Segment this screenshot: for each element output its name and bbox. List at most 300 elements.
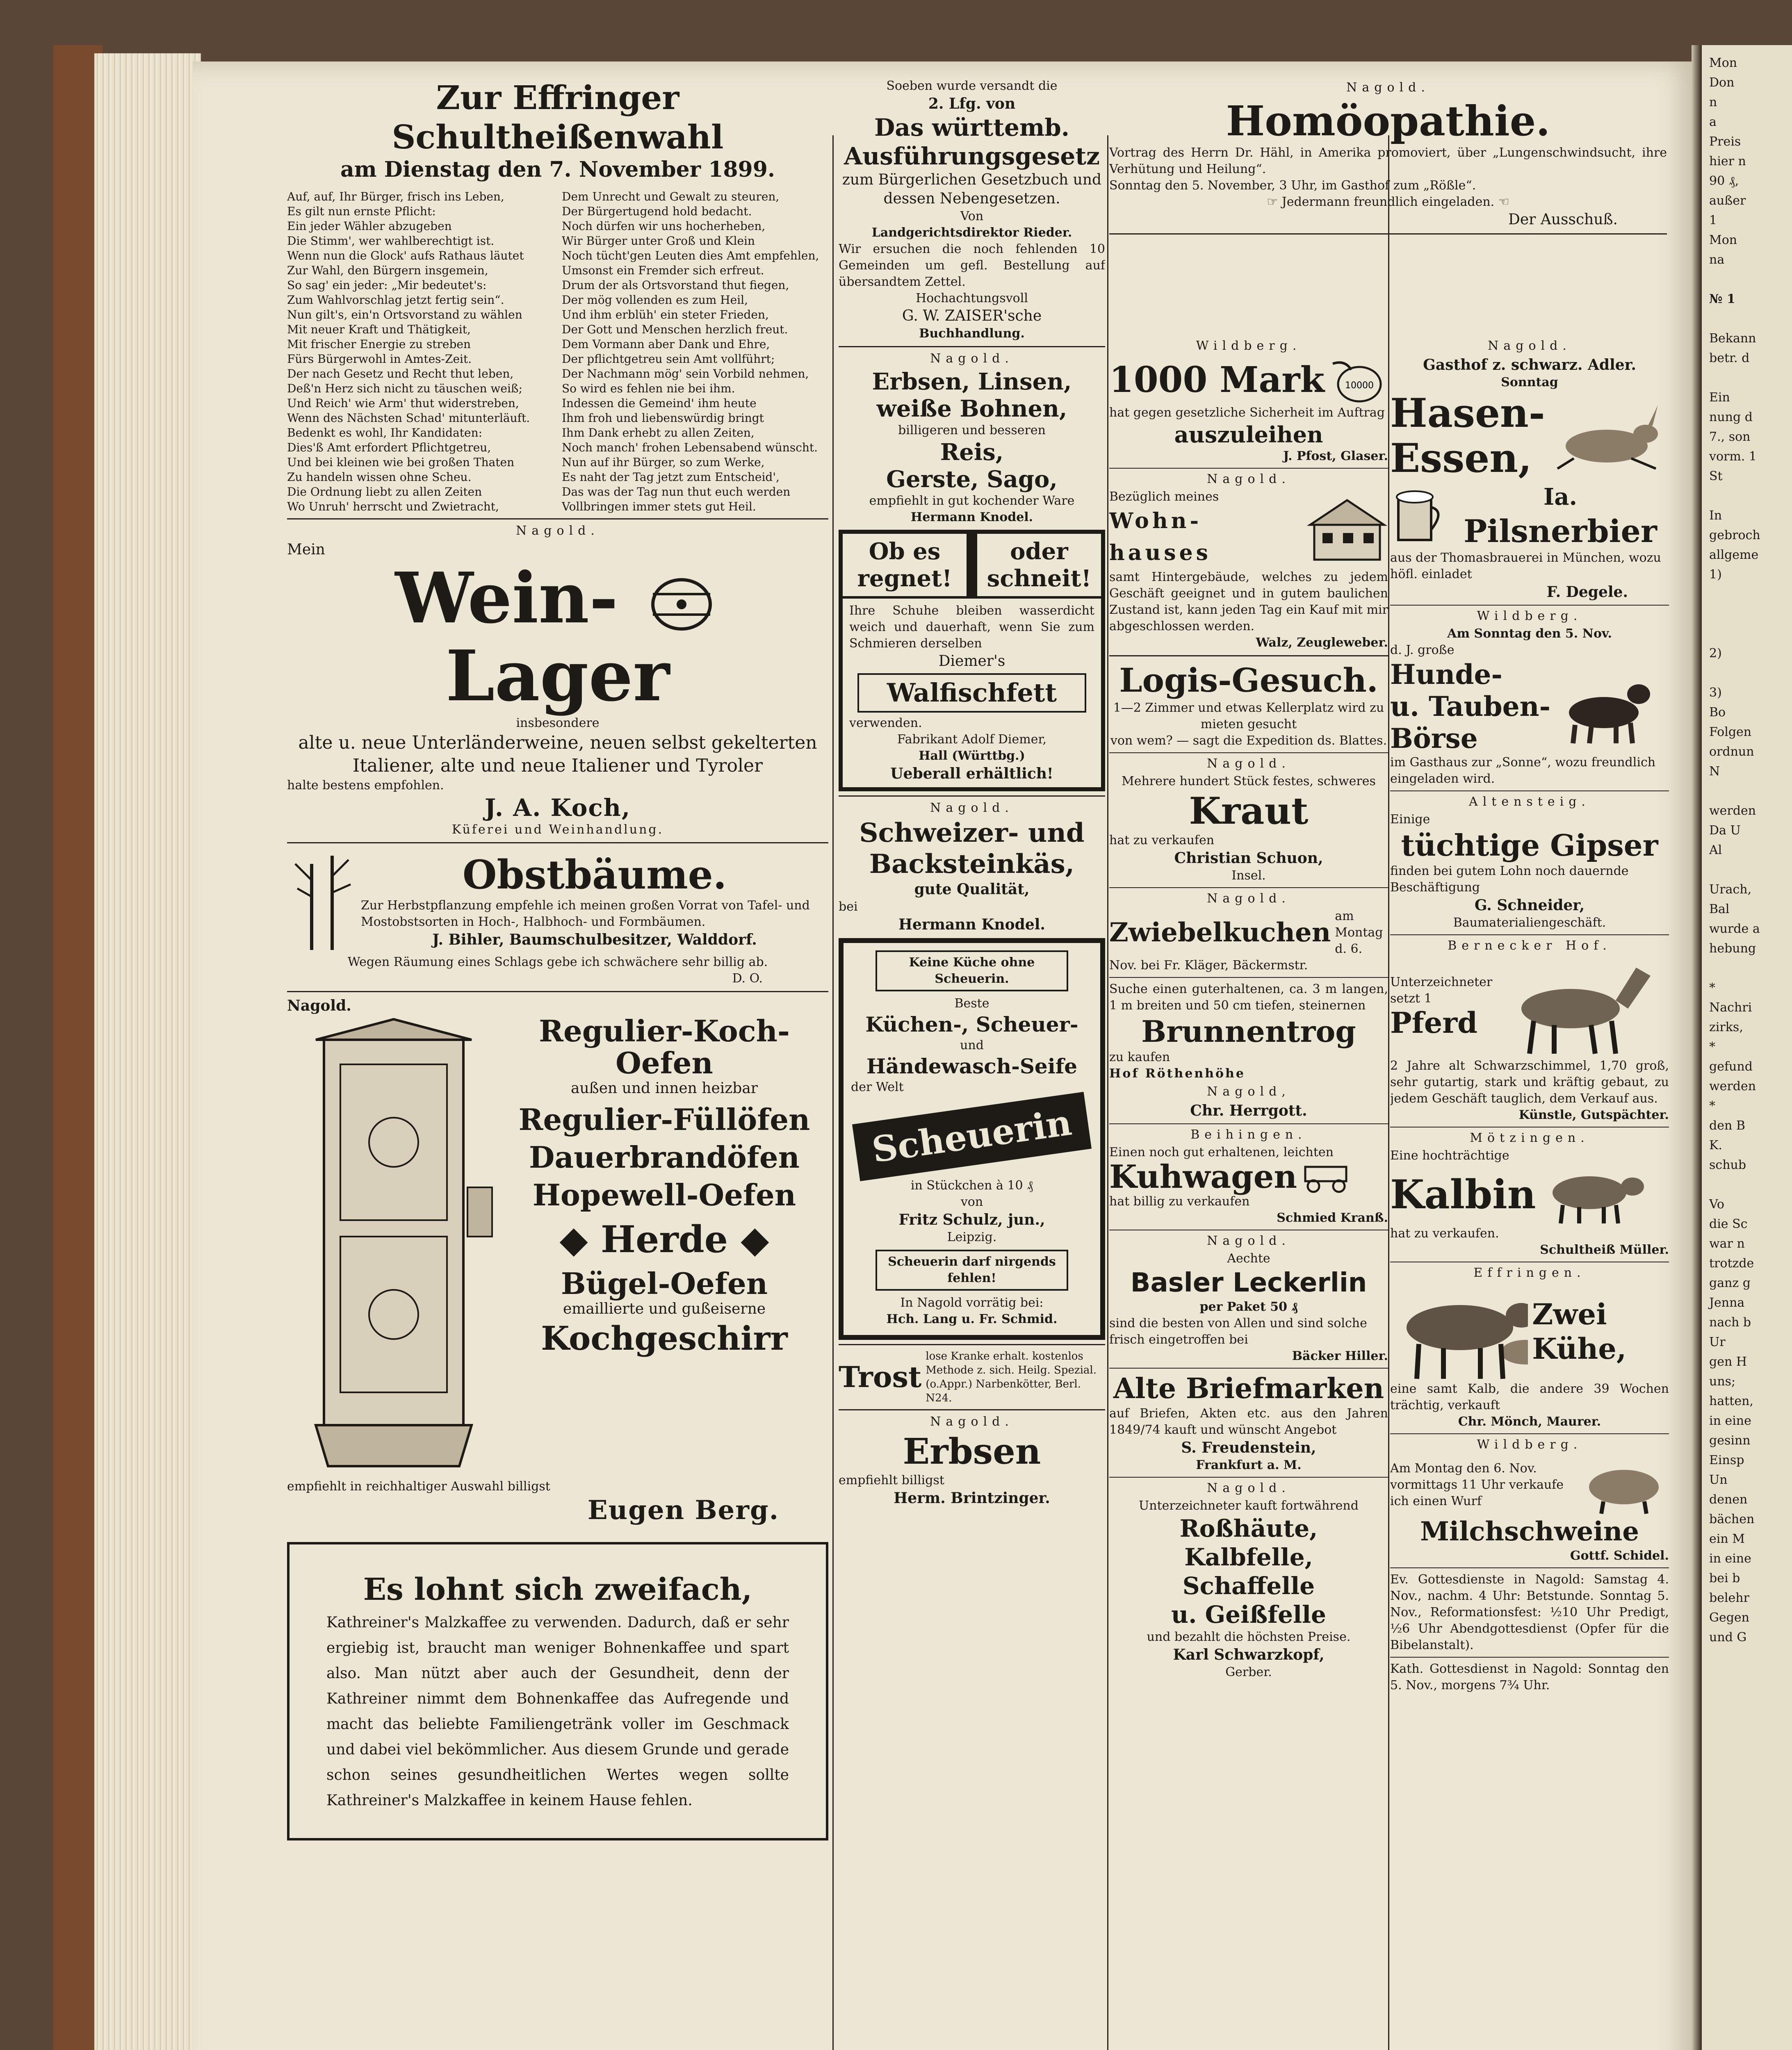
zaiser-l8: Wir ersuchen die noch fehlenden 10 Gemeinden um gefl. Bestellung auf übersandtem Zettel. bbox=[839, 242, 1105, 289]
ofen-foot: empfiehlt in reichhaltiger Auswahl billigst bbox=[287, 1479, 550, 1494]
place-name: Nagold. bbox=[516, 524, 600, 538]
zaiser-l7: Landgerichtsdirektor Rieder. bbox=[871, 226, 1072, 240]
hunde-t5: Börse bbox=[1390, 722, 1478, 754]
knodel-t1: Erbsen, Linsen, bbox=[872, 368, 1072, 395]
scheuerin-sold: In Nagold vorrätig bei: bbox=[900, 1296, 1044, 1310]
homoeo-sign: Der Ausschuß. bbox=[1508, 211, 1618, 228]
felle-t5: und bezahlt die höchsten Preise. bbox=[1147, 1630, 1351, 1644]
scheuerin-t6: in Stückchen à 10 ₰ bbox=[910, 1178, 1033, 1193]
hunde-t1: Am Sonntag den 5. Nov. bbox=[1447, 626, 1612, 641]
kaese-t2: Backsteinkäs, bbox=[869, 849, 1075, 879]
next-page-line bbox=[1709, 624, 1792, 644]
wohnhaus-t2: Wohn-hauses bbox=[1109, 508, 1211, 565]
next-page-line: gen H bbox=[1709, 1355, 1747, 1369]
poem-line: Wenn des Nächsten Schad' mitunterläuft. bbox=[287, 411, 530, 425]
next-page-line: werden bbox=[1709, 804, 1756, 818]
poem-line: Der Nachmann mög' sein Vorbild nehmen, bbox=[562, 367, 809, 380]
next-page-line: die Sc bbox=[1709, 1217, 1748, 1231]
wein-line3: halte bestens empfohlen. bbox=[287, 778, 444, 793]
adler-ad bbox=[1390, 339, 1669, 601]
wine-barrel-icon bbox=[643, 574, 720, 635]
next-page-line: 90 ₰, bbox=[1709, 174, 1739, 188]
walfischfett-ad bbox=[839, 530, 1105, 791]
zaiser-l6: Von bbox=[960, 209, 984, 223]
wein-pre: Mein bbox=[287, 541, 325, 558]
money-bag-label: 10000 bbox=[1345, 380, 1374, 391]
adler-t2: Sonntag bbox=[1501, 375, 1558, 390]
gipser-title: tüchtige Gipser bbox=[1401, 828, 1658, 863]
poem-line: So wird es fehlen nie bei ihm. bbox=[562, 382, 735, 395]
next-page-line bbox=[1709, 860, 1792, 880]
scheuerin-t3: und bbox=[960, 1038, 984, 1052]
next-page-line: betr. d bbox=[1709, 351, 1750, 365]
poem-line: Und Reich' wie Arm' thut widerstreben, bbox=[287, 396, 519, 410]
kuehe-title: Zwei Kühe, bbox=[1532, 1297, 1627, 1366]
kalbin-name: Schultheiß Müller. bbox=[1540, 1243, 1669, 1257]
gottes-ev: Ev. Gottesdienste in Nagold: Samstag 4. Nov., nachm. 4 Uhr: Betstunde. Sonntag 5. Nov., Reformationsfest: ½10 Uhr Predigt, ½6 Uhr Abendgottesdienst (Opfer für die Bibelanstalt). bbox=[1390, 1572, 1669, 1652]
kraut-t1: Mehrere hundert Stück festes, schweres bbox=[1122, 774, 1376, 788]
place-name: Bernecker Hof. bbox=[1448, 938, 1612, 953]
knodel-ad bbox=[839, 351, 1105, 526]
poem-line: Der Bürgertugend hold bedacht. bbox=[562, 205, 752, 218]
kathreiner-title: Es lohnt sich zweifach, bbox=[363, 1572, 752, 1607]
kalbin-t2: hat zu verkaufen. bbox=[1390, 1226, 1499, 1241]
walfisch-use: verwenden. bbox=[849, 716, 922, 730]
scheuerin-box2: Scheuerin darf nirgends fehlen! bbox=[875, 1250, 1068, 1291]
next-page-line bbox=[1709, 663, 1792, 683]
election-poem-ad bbox=[287, 78, 828, 514]
scheuerin-brand: Scheuerin bbox=[852, 1092, 1092, 1181]
next-page-line: Un bbox=[1709, 1473, 1728, 1487]
next-page-line: n bbox=[1709, 95, 1717, 109]
next-page-line: Da U bbox=[1709, 823, 1741, 838]
page-stack-edge bbox=[94, 53, 201, 2050]
place-name: Wildberg. bbox=[1196, 339, 1302, 353]
poem-line: Der pflichtgetreu sein Amt vollführt; bbox=[562, 352, 775, 366]
poem-line: Indessen die Gemeind' ihm heute bbox=[562, 396, 757, 410]
erbsen-ad bbox=[839, 1414, 1105, 1508]
next-page-line: gesinn bbox=[1709, 1433, 1751, 1448]
kathreiner-text: Kathreiner's Malzkaffee zu verwenden. Dadurch, daß er sehr ergiebig ist, braucht man weniger Bohnenkaffee und spart also. Man nützt aber auch der Gesundheit, denn der Kathreiner nimmt dem Bohnenkaffee das Aufregende und macht das beliebte Familiengetränk voller im Geschmack und dabei viel bekömmlicher. Aus diesem Grunde und gerade schon seines gesundheitlichen Wertes wegen sollte Kathreiner's Malzkaffee in keinem Hause fehlen. bbox=[326, 1614, 789, 1809]
brief-city: Frankfurt a. M. bbox=[1196, 1458, 1302, 1472]
kaese-bei: bei bbox=[839, 900, 858, 914]
pferd-name: Künstle, Gutspächter. bbox=[1518, 1108, 1669, 1122]
next-page-line: N bbox=[1709, 764, 1720, 779]
kuhwagen-name: Schmied Kranß. bbox=[1277, 1211, 1388, 1225]
mark-ad bbox=[1109, 339, 1388, 465]
poem-line: Zu handeln wissen ohne Scheu. bbox=[287, 470, 472, 484]
next-page-line: zirks, bbox=[1709, 1020, 1743, 1034]
adler-name: F. Degele. bbox=[1546, 583, 1628, 601]
poem-line: Das was der Tag nun thut euch werden bbox=[562, 485, 791, 499]
obst-title: Obstbäume. bbox=[462, 852, 727, 898]
place-name: Nagold. bbox=[1207, 756, 1290, 771]
next-page-line: denen bbox=[1709, 1492, 1748, 1507]
next-page-line: und G bbox=[1709, 1630, 1747, 1645]
homoeo-title: Homöopathie. bbox=[1226, 97, 1550, 145]
next-page-line: nach b bbox=[1709, 1315, 1751, 1330]
ofen-t4: Regulier-Füllöfen bbox=[518, 1102, 810, 1137]
poem-line: Der mög vollenden es zum Heil, bbox=[562, 293, 748, 307]
poem-line: Bedenkt es wohl, Ihr Kandidaten: bbox=[287, 426, 483, 440]
column-2 bbox=[839, 78, 1105, 2050]
next-page-line bbox=[1709, 1175, 1792, 1195]
next-page-line: gefund bbox=[1709, 1059, 1753, 1074]
next-page-line: Jenna bbox=[1709, 1296, 1745, 1310]
ofen-t5: Dauerbrandöfen bbox=[529, 1140, 800, 1175]
ofen-name: Eugen Berg. bbox=[587, 1495, 779, 1526]
next-page-line: hatten, bbox=[1709, 1394, 1753, 1408]
poem-line: Nun gilt's, ein'n Ortsvorstand zu wählen bbox=[287, 308, 522, 321]
election-subtitle: am Dienstag den 7. November 1899. bbox=[340, 157, 775, 182]
hunde-t6: im Gasthaus zur „Sonne“, wozu freundlich eingeladen wird. bbox=[1390, 755, 1656, 786]
poem-line: Die Ordnung liebt zu allen Zeiten bbox=[287, 485, 482, 499]
basler-title: Basler Leckerlin bbox=[1130, 1268, 1367, 1298]
kuehe-ad bbox=[1390, 1266, 1669, 1430]
place-name: Altensteig. bbox=[1469, 795, 1590, 809]
next-page-line: bächen bbox=[1709, 1512, 1755, 1526]
poem-line: Vollbringen immer stets gut Heil. bbox=[562, 500, 756, 513]
next-page-line bbox=[1709, 309, 1792, 329]
wagon-icon bbox=[1301, 1161, 1350, 1194]
election-title: Zur Effringer Schultheißenwahl bbox=[392, 78, 724, 156]
column-1 bbox=[287, 78, 828, 2050]
next-page-line: nung d bbox=[1709, 410, 1753, 424]
poem-line: Wo Unruh' herrscht und Zwietracht, bbox=[287, 500, 499, 513]
felle-t0: Unterzeichneter kauft fortwährend bbox=[1139, 1499, 1359, 1513]
place-name: Nagold. bbox=[287, 997, 351, 1014]
kuhwagen-ad bbox=[1109, 1128, 1388, 1226]
walfisch-q2: oder schneit! bbox=[987, 538, 1092, 592]
next-page-line: Don bbox=[1709, 75, 1735, 90]
money-bag-icon bbox=[1329, 355, 1382, 405]
poem-line: Zur Wahl, den Bürgern insgemein, bbox=[287, 264, 488, 277]
wein-name: J. A. Koch, bbox=[484, 794, 631, 822]
kraut-name: Christian Schuon, bbox=[1174, 850, 1323, 867]
walfisch-q1: Ob es regnet! bbox=[843, 534, 977, 596]
kuehe-t1: eine samt Kalb, die andere 39 Wochen trächtig, verkauft bbox=[1390, 1382, 1669, 1412]
column-rule bbox=[1107, 135, 1108, 2050]
erbsen-text: empfiehlt billigst bbox=[839, 1473, 944, 1487]
column-rule bbox=[832, 135, 834, 2050]
schweine-name: Gottf. Schidel. bbox=[1570, 1549, 1669, 1563]
place-name: Wildberg. bbox=[1477, 1437, 1582, 1452]
scheuerin-t7: von bbox=[960, 1195, 983, 1209]
horse-icon bbox=[1493, 955, 1657, 1058]
walfisch-brand-pre: Diemer's bbox=[938, 653, 1005, 670]
felle-ad bbox=[1109, 1481, 1388, 1681]
wohnhaus-t1: Bezüglich meines bbox=[1109, 490, 1219, 504]
walfisch-city: Hall (Württbg.) bbox=[919, 749, 1025, 763]
schweine-title: Milchschweine bbox=[1420, 1516, 1639, 1547]
obst-initials: D. O. bbox=[732, 971, 763, 986]
poem-line: Die Stimm', wer wahlberechtigt ist. bbox=[287, 234, 495, 248]
brief-title: Alte Briefmarken bbox=[1113, 1372, 1384, 1405]
obstbaeume-ad bbox=[287, 847, 828, 987]
ofen-t8: Bügel-Oefen bbox=[561, 1266, 768, 1301]
next-page-line: Folgen bbox=[1709, 725, 1752, 739]
kraut-ad bbox=[1109, 756, 1388, 884]
wohnhaus-ad bbox=[1109, 472, 1388, 651]
next-page-line: Nachri bbox=[1709, 1000, 1752, 1015]
next-page-line: 2) bbox=[1709, 646, 1722, 661]
poem-line: Ihm Dank erhebt zu allen Zeiten, bbox=[562, 426, 755, 440]
poem-line: Wenn nun die Glock' aufs Rathaus läutet bbox=[287, 249, 524, 262]
next-page-line: 1 bbox=[1709, 213, 1717, 228]
next-page-line: K. bbox=[1709, 1138, 1722, 1153]
next-page-line: 3) bbox=[1709, 686, 1722, 700]
hundeboerse-ad bbox=[1390, 609, 1669, 787]
wein-title-a: Wein- bbox=[395, 557, 618, 639]
next-page-line: St bbox=[1709, 469, 1723, 483]
kaese-name: Hermann Knodel. bbox=[898, 916, 1045, 933]
wein-insbesondere: insbesondere bbox=[516, 716, 600, 730]
poem-line: Wir Bürger unter Groß und Klein bbox=[562, 234, 755, 248]
poem-line: Dem Unrecht und Gewalt zu steuren, bbox=[562, 190, 780, 203]
place-name: Nagold. bbox=[1488, 339, 1571, 353]
logis-title: Logis-Gesuch. bbox=[1119, 661, 1378, 699]
next-page-line: ein M bbox=[1709, 1532, 1745, 1546]
place-name: Nagold. bbox=[1207, 1481, 1290, 1495]
next-page-line: Mon bbox=[1709, 233, 1737, 247]
knodel-t5: Gerste, Sago, bbox=[886, 466, 1058, 493]
pig-icon bbox=[1579, 1454, 1669, 1516]
knodel-name: Hermann Knodel. bbox=[910, 510, 1033, 524]
zwiebel-title: Zwiebelkuchen bbox=[1109, 917, 1331, 948]
ofen-t9: emaillierte und gußeiserne bbox=[563, 1301, 766, 1317]
column-4 bbox=[1390, 336, 1669, 2050]
trost-ad bbox=[839, 1349, 1105, 1405]
column-3-lower bbox=[1109, 336, 1388, 2050]
scheuerin-t2: Küchen-, Scheuer- bbox=[865, 1012, 1078, 1036]
next-page-line bbox=[1709, 486, 1792, 506]
hunde-t2: d. J. große bbox=[1390, 643, 1455, 657]
gipser-t2: finden bei gutem Lohn noch dauernde Beschäftigung bbox=[1390, 864, 1629, 895]
next-page-line: ganz g bbox=[1709, 1276, 1751, 1290]
next-page-line: in eine bbox=[1709, 1414, 1751, 1428]
place-name: Nagold. bbox=[930, 1414, 1014, 1429]
next-page-line: * bbox=[1709, 1099, 1715, 1113]
next-page-line: a bbox=[1709, 115, 1717, 129]
poem-line: Und bei kleinen wie bei großen Thaten bbox=[287, 456, 515, 469]
stove-illustration-icon bbox=[287, 1015, 500, 1478]
poem-line: Auf, auf, Ihr Bürger, frisch ins Leben, bbox=[287, 190, 504, 203]
poem-left-column bbox=[287, 189, 554, 514]
next-page-line bbox=[1709, 368, 1792, 388]
next-page-line bbox=[1709, 959, 1792, 978]
next-page-fragment bbox=[1702, 45, 1792, 2050]
next-page-line: Gegen bbox=[1709, 1610, 1749, 1625]
milchschweine-ad bbox=[1390, 1437, 1669, 1564]
next-page-line: Preis bbox=[1709, 134, 1741, 149]
scheuerin-maker: Fritz Schulz, jun., bbox=[898, 1211, 1045, 1228]
gipser-name: G. Schneider, bbox=[1474, 897, 1585, 914]
next-page-line: Urach, bbox=[1709, 882, 1752, 897]
adler-t3: Hasen- bbox=[1390, 390, 1545, 436]
mark-t2: auszuleihen bbox=[1174, 421, 1323, 448]
poem-line: Zum Wahlvorschlag jetzt fertig sein“. bbox=[287, 293, 504, 307]
basler-name: Bäcker Hiller. bbox=[1292, 1349, 1388, 1363]
adler-t5: Ia. bbox=[1543, 483, 1577, 510]
scheuerin-dealers: Hch. Lang u. Fr. Schmid. bbox=[886, 1312, 1058, 1326]
next-page-line: wurde a bbox=[1709, 922, 1760, 936]
adler-t6: Pilsnerbier bbox=[1464, 513, 1657, 549]
basler-t1: per Paket 50 ₰ bbox=[1199, 1300, 1298, 1314]
zaiser-l3: Das württemb. bbox=[874, 114, 1069, 141]
wein-line2: Italiener, alte und neue Italiener und Tyroler bbox=[352, 755, 763, 776]
place-name: Nagold. bbox=[930, 801, 1014, 815]
poem-right-column bbox=[562, 189, 828, 514]
homoeo-t1: Vortrag des Herrn Dr. Hähl, in Amerika promoviert, über „Lungenschwindsucht, ihre Verhütung und Heilung“. bbox=[1109, 146, 1667, 176]
poem-line: Fürs Bürgerwohl in Amtes-Zeit. bbox=[287, 352, 472, 366]
next-page-line: in eine bbox=[1709, 1551, 1751, 1566]
wein-lager-ad bbox=[287, 524, 828, 838]
ofen-t3: außen und innen heizbar bbox=[571, 1080, 758, 1097]
zwiebelkuchen-ad bbox=[1109, 891, 1388, 974]
knodel-t2: weiße Bohnen, bbox=[876, 395, 1067, 422]
pferd-ad bbox=[1390, 938, 1669, 1123]
brunnen-t2: zu kaufen bbox=[1109, 1050, 1170, 1064]
next-page-line bbox=[1709, 270, 1792, 289]
zaiser-trade: Buchhandlung. bbox=[919, 326, 1025, 341]
zaiser-l1: Soeben wurde versandt die bbox=[886, 79, 1058, 93]
poem-line: Es gilt nun ernste Pflicht: bbox=[287, 205, 436, 218]
pferd-t1: Unterzeichneter setzt 1 bbox=[1390, 975, 1493, 1006]
next-page-line: na bbox=[1709, 253, 1725, 267]
house-icon bbox=[1306, 496, 1388, 562]
next-page-line: Einsp bbox=[1709, 1453, 1744, 1467]
knodel-t6: empfiehlt in gut kochender Ware bbox=[869, 494, 1075, 508]
felle-name: Karl Schwarzkopf, bbox=[1173, 1646, 1325, 1663]
basler-t0: Aechte bbox=[1227, 1251, 1270, 1266]
felle-t1: Roßhäute, bbox=[1179, 1515, 1318, 1542]
next-page-line: Bo bbox=[1709, 705, 1726, 720]
kalbin-title: Kalbin bbox=[1390, 1171, 1536, 1218]
adler-t7: aus der Thomasbrauerei in München, wozu höfl. einladet bbox=[1390, 551, 1661, 581]
wein-trade: Küferei und Weinhandlung. bbox=[451, 822, 664, 837]
next-page-line: war n bbox=[1709, 1237, 1745, 1251]
trost-text: lose Kranke erhalt. kostenlos Methode z. sich. Heilg. Spezial.(o.Appr.) Narbenkötter, Berl. N24. bbox=[926, 1350, 1097, 1404]
next-page-line: Bal bbox=[1709, 902, 1730, 916]
poem-line: Mit neuer Kraft und Thätigkeit, bbox=[287, 323, 471, 336]
brunnen-name: Hof Röthenhöhe bbox=[1109, 1066, 1245, 1081]
felle-trade: Gerber. bbox=[1225, 1665, 1272, 1679]
mark-t1: hat gegen gesetzliche Sicherheit im Auftrag bbox=[1109, 405, 1385, 420]
next-page-line: gebroch bbox=[1709, 528, 1760, 542]
zaiser-l4: Ausführungsgesetz bbox=[844, 142, 1100, 170]
poem-line: Der nach Gesetz und Recht thut leben, bbox=[287, 367, 514, 380]
next-page-line: allgeme bbox=[1709, 548, 1759, 562]
next-page-line: Al bbox=[1709, 843, 1722, 857]
next-page-line: außer bbox=[1709, 194, 1746, 208]
next-page-line bbox=[1709, 781, 1792, 801]
brief-name: S. Freudenstein, bbox=[1181, 1439, 1316, 1456]
poem-line: Dem Vormann aber Dank und Ehre, bbox=[562, 337, 770, 351]
poem-line: Mit frischer Energie zu streben bbox=[287, 337, 471, 351]
brunnen-text: Suche einen guterhaltenen, ca. 3 m langen, 1 m breiten und 50 cm tiefen, steinernen bbox=[1109, 982, 1388, 1013]
scheuerin-box1: Keine Küche ohne Scheuerin. bbox=[875, 950, 1068, 991]
next-page-line: werden bbox=[1709, 1079, 1756, 1093]
poem-line: Noch manch' frohen Lebensabend wünscht. bbox=[562, 441, 818, 454]
hunde-t3: Hunde- bbox=[1390, 658, 1502, 690]
basler-ad bbox=[1109, 1234, 1388, 1364]
felle-t2: Kalbfelle, bbox=[1184, 1543, 1313, 1571]
kalbin-ad bbox=[1390, 1131, 1669, 1258]
kuhwagen-title: Kuhwagen bbox=[1109, 1158, 1297, 1196]
next-page-line: Bekann bbox=[1709, 331, 1756, 346]
cow-icon bbox=[1540, 1164, 1647, 1225]
gipser-t1: Einige bbox=[1390, 812, 1430, 827]
kraut-sub: Insel. bbox=[1231, 868, 1266, 883]
next-page-line: schub bbox=[1709, 1158, 1746, 1172]
kuhwagen-t2: hat billig zu verkaufen bbox=[1109, 1194, 1250, 1209]
kuehe-name: Chr. Mönch, Maurer. bbox=[1458, 1414, 1601, 1429]
poem-line: Dies'ß Amt erfordert Pflichtgetreu, bbox=[287, 441, 491, 454]
next-page-line: belehr bbox=[1709, 1591, 1749, 1605]
next-page-line: In bbox=[1709, 508, 1722, 523]
brief-text: auf Briefen, Akten etc. aus den Jahren 1849/74 kauft und wünscht Angebot bbox=[1109, 1406, 1388, 1437]
next-page-line: trotzde bbox=[1709, 1256, 1754, 1271]
place-name: Nagold. bbox=[1207, 891, 1290, 906]
next-page-line: ordnun bbox=[1709, 745, 1754, 759]
adler-t1: Gasthof z. schwarz. Adler. bbox=[1423, 356, 1636, 374]
next-page-line: vorm. 1 bbox=[1709, 449, 1757, 464]
pferd-t2: 2 Jahre alt Schwarzschimmel, 1,70 groß, sehr gutartig, stark und kräftig gebaut, zu jedem Geschäft tauglich, dem Verkauf aus. bbox=[1390, 1059, 1669, 1106]
next-page-line: Ur bbox=[1709, 1335, 1726, 1349]
ofen-t1: Regulier-Koch- bbox=[539, 1014, 790, 1048]
scheuerin-t1: Beste bbox=[954, 996, 989, 1011]
poem-line: Drum der als Ortsvorstand thut fiegen, bbox=[562, 278, 789, 292]
hare-icon bbox=[1549, 401, 1664, 471]
place-name: Beihingen. bbox=[1190, 1128, 1307, 1142]
poem-line: Und ihm erblüh' ein steter Frieden, bbox=[562, 308, 769, 321]
poem-line: Der Gott und Menschen herzlich freut. bbox=[562, 323, 788, 336]
logis-q: von wem? — sagt die Expedition ds. Blattes. bbox=[1110, 733, 1387, 748]
place-name: Effringen. bbox=[1473, 1266, 1586, 1280]
zaiser-l2: 2. Lfg. von bbox=[928, 95, 1016, 112]
ofen-t10: Kochgeschirr bbox=[541, 1319, 788, 1358]
brunnen-title: Brunnentrog bbox=[1141, 1014, 1356, 1049]
poem-line: Umsonst ein Fremder sich erfreut. bbox=[562, 264, 764, 277]
place-name: Wildberg. bbox=[1477, 609, 1582, 623]
obst-note: Wegen Räumung eines Schlags gebe ich schwächere sehr billig ab. bbox=[347, 955, 768, 969]
poem-line: Noch dürfen wir uns hocherheben, bbox=[562, 219, 766, 233]
zaiser-l5: zum Bürgerlichen Gesetzbuch und dessen Nebengesetzen. bbox=[842, 171, 1102, 207]
basler-t2: sind die besten von Allen und sind solche frisch eingetroffen bei bbox=[1109, 1316, 1367, 1347]
next-page-line: Mon bbox=[1709, 56, 1737, 70]
next-page-line: bei b bbox=[1709, 1571, 1740, 1585]
kraut-title: Kraut bbox=[1189, 789, 1309, 833]
kuhwagen-t1: Einen noch gut erhaltenen, leichten bbox=[1109, 1145, 1334, 1159]
ofen-t2: Oefen bbox=[616, 1046, 713, 1080]
place-name: Mötzingen. bbox=[1470, 1131, 1589, 1145]
next-page-line: Ein bbox=[1709, 390, 1730, 405]
obst-text: Zur Herbstpflanzung empfehle ich meinen großen Vorrat von Tafel- und Mostobstsorten in Hoch-, Halbhoch- und Formbäumen. bbox=[361, 898, 810, 929]
wohnhaus-name: Walz, Zeugleweber. bbox=[1256, 636, 1388, 650]
homoeo-t2: Sonntag den 5. November, 3 Uhr, im Gasthof zum „Rößle“. bbox=[1109, 178, 1476, 193]
next-page-line: * bbox=[1709, 1040, 1715, 1054]
place-name: Nagold. bbox=[1207, 472, 1290, 486]
gipser-ad bbox=[1390, 795, 1669, 931]
zwiebel-side: am Montag d. 6. bbox=[1335, 909, 1383, 956]
poem-line: Ihm froh und liebenswürdig bringt bbox=[562, 411, 764, 425]
adler-t4: Essen, bbox=[1390, 435, 1532, 481]
schweine-t1: Am Montag den 6. Nov. vormittags 11 Uhr verkaufe ich einen Wurf bbox=[1390, 1461, 1564, 1508]
kaese-ad bbox=[839, 801, 1105, 934]
homoeo-t3: ☞ Jedermann freundlich eingeladen. ☜ bbox=[1267, 195, 1509, 209]
poem-line: Ein jeder Wähler abzugeben bbox=[287, 219, 452, 233]
beer-mug-icon bbox=[1390, 487, 1448, 544]
